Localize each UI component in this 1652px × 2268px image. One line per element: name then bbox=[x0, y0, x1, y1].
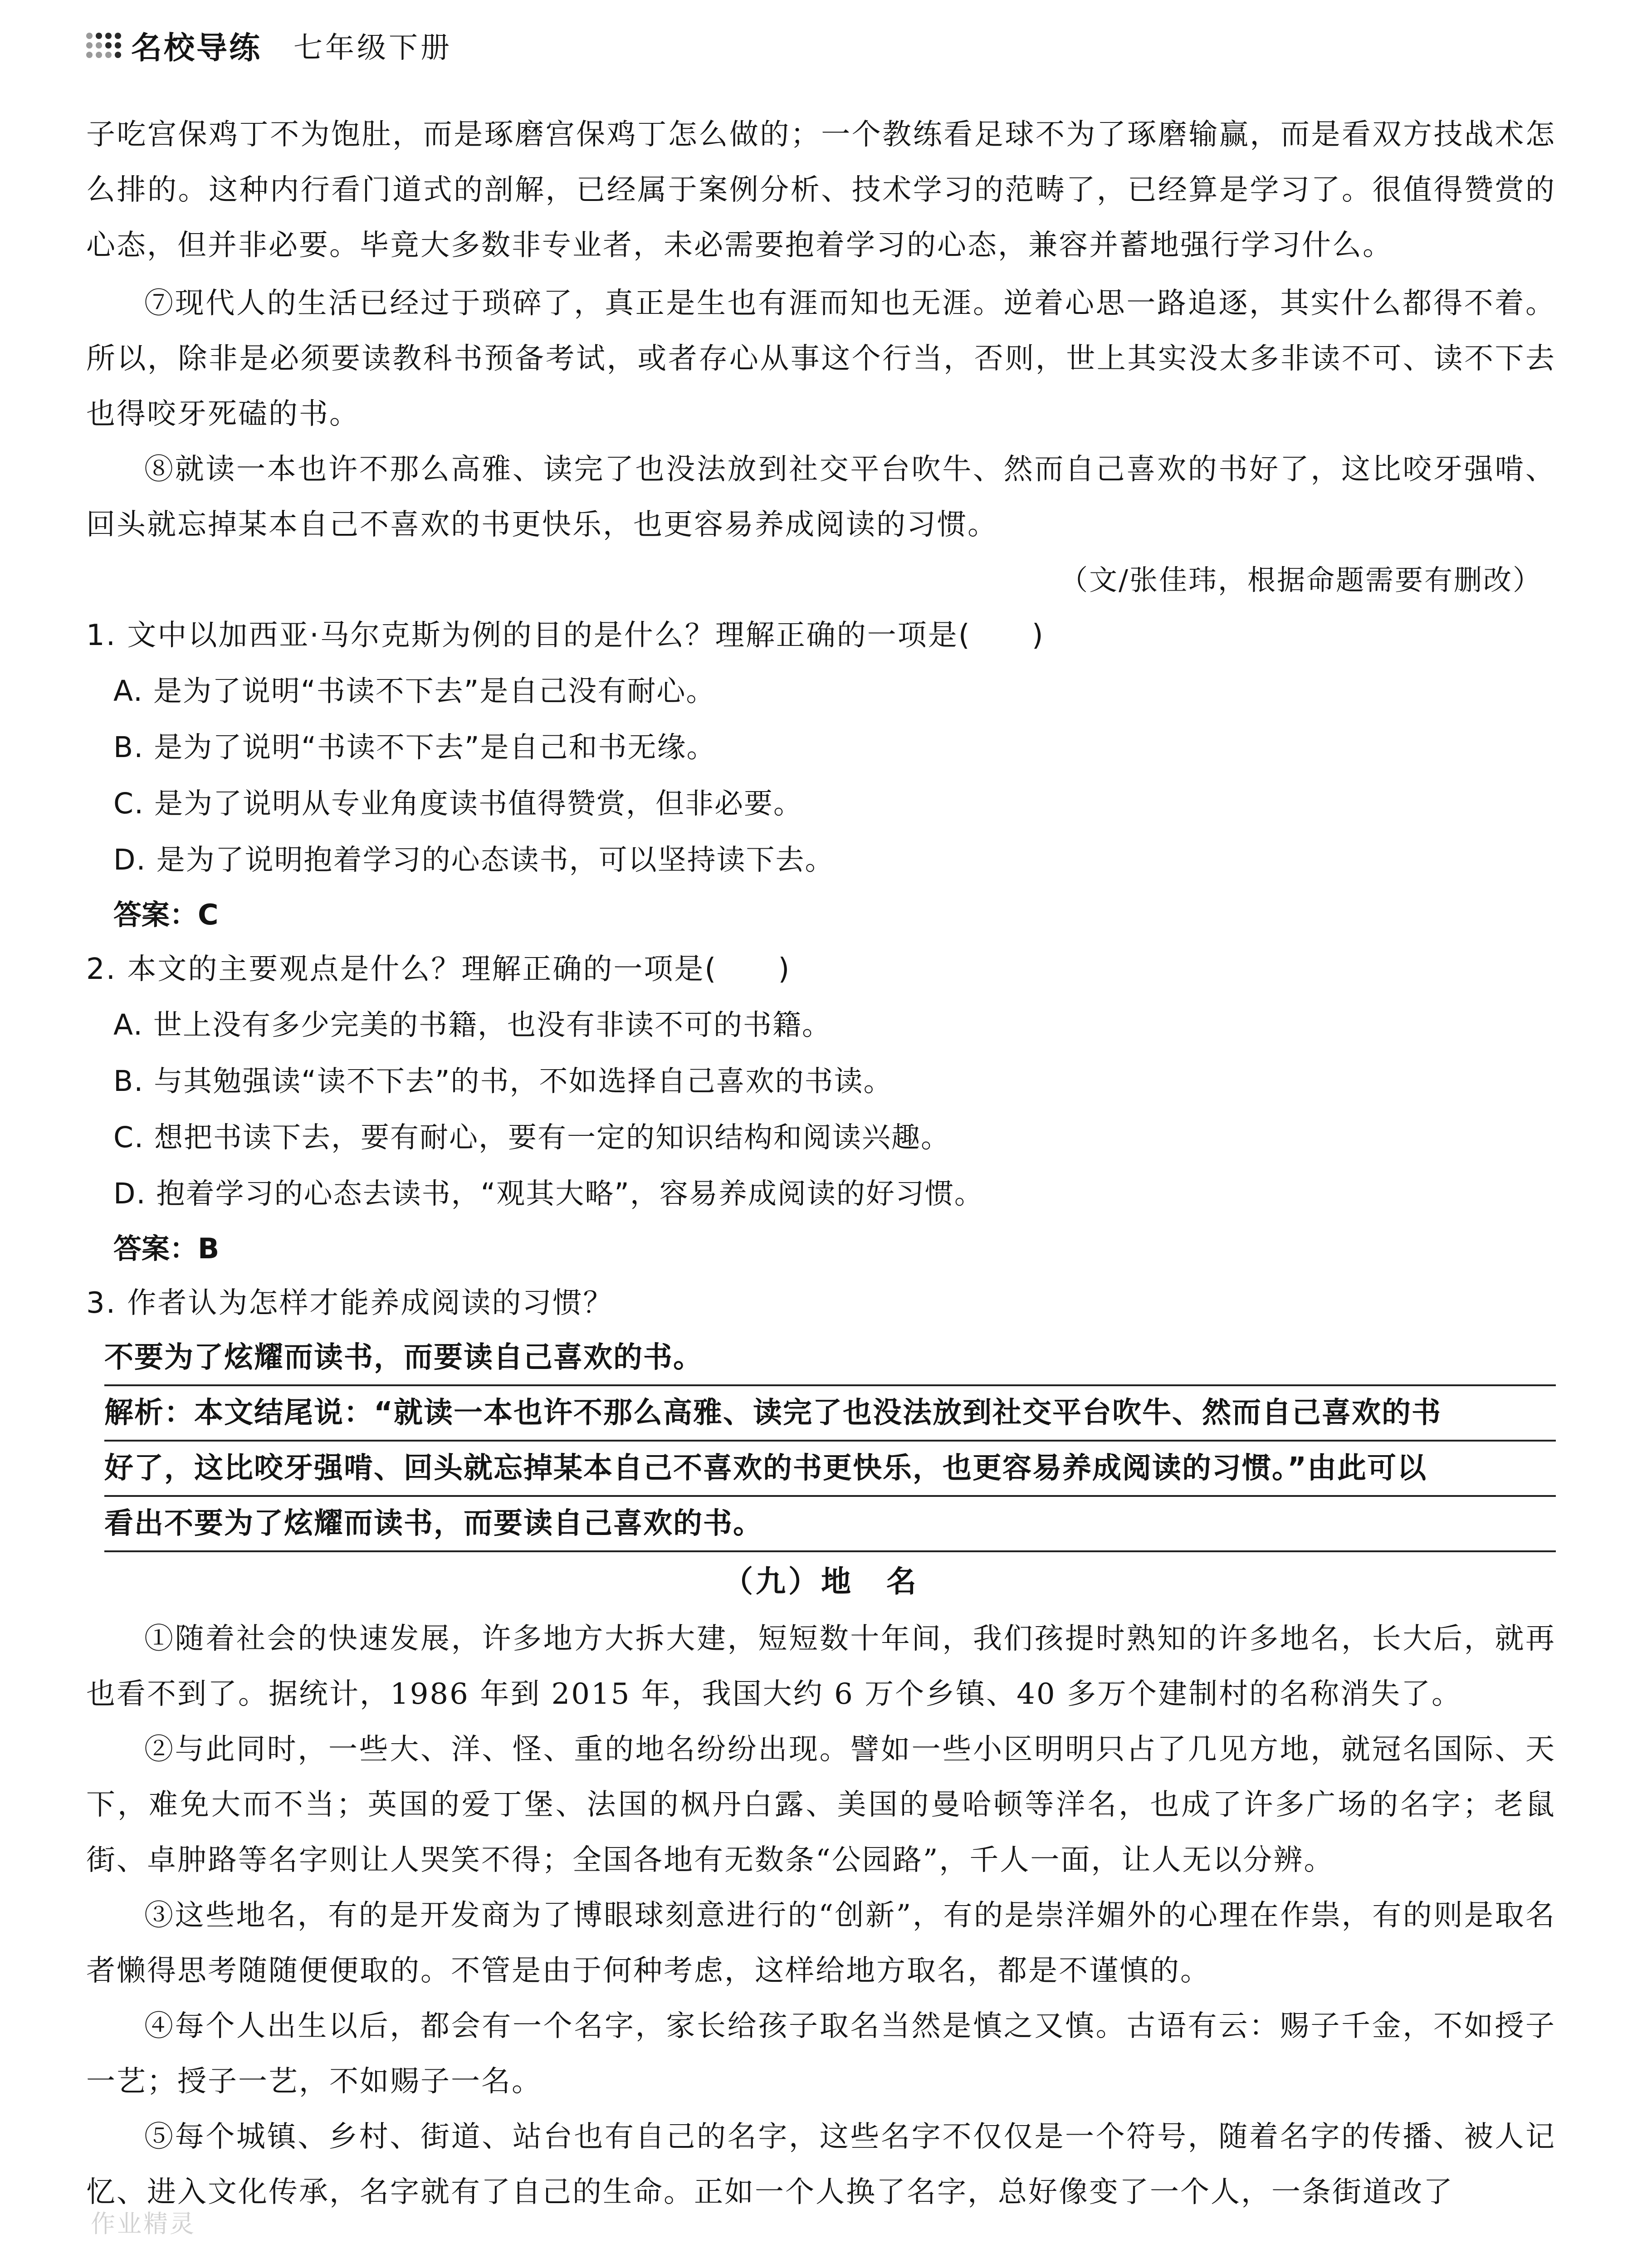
analysis-line-3: 看出不要为了炫耀而读书，而要读自己喜欢的书。 bbox=[104, 1497, 1556, 1552]
question-3 bbox=[86, 1276, 1556, 1552]
question-stem: 1. 文中以加西亚·马尔克斯为例的目的是什么？理解正确的一项是( ) bbox=[86, 619, 1045, 652]
passage-paragraph-7: ⑦现代人的生活已经过于琐碎了，真正是生也有涯而知也无涯。逆着心思一路追逐，其实什么都得不着。所以，除非是必须要读教科书预备考试，或者存心从事这个行当，否则，世上其实没太多非读不可、读不下去也得咬牙死磕的书。 bbox=[86, 287, 1556, 431]
series-brand: 名校导练 bbox=[131, 30, 262, 66]
section-title: （九）地 名 bbox=[723, 1564, 919, 1599]
question-2 bbox=[86, 942, 1556, 1276]
option-c: C. 是为了说明从专业角度读书值得赞赏，但非必要。 bbox=[113, 787, 803, 820]
page-header bbox=[86, 18, 452, 73]
section-paragraph-1: ①随着社会的快速发展，许多地方大拆大建，短短数十年间，我们孩提时熟知的许多地名，长大后，就再也看不到了。据统计，1986 年到 2015 年，我国大约 6 万个乡镇、40 多万个建制村的名称消失了。 bbox=[86, 1622, 1556, 1711]
option-b: B. 与其勉强读“读不下去”的书，不如选择自己喜欢的书读。 bbox=[113, 1065, 893, 1098]
passage-paragraph-8: ⑧就读一本也许不那么高雅、读完了也没法放到社交平台吹牛、然而自己喜欢的书好了，这比咬牙强啃、回头就忘掉某本自己不喜欢的书更快乐，也更容易养成阅读的习惯。 bbox=[86, 453, 1556, 542]
question-stem: 3. 作者认为怎样才能养成阅读的习惯？ bbox=[86, 1286, 614, 1320]
analysis-line-1: 解析：本文结尾说：“就读一本也许不那么高雅、读完了也没法放到社交平台吹牛、然而自己喜欢的书 bbox=[104, 1386, 1556, 1442]
option-b: B. 是为了说明“书读不下去”是自己和书无缘。 bbox=[113, 731, 716, 764]
section-paragraph-2: ②与此同时，一些大、洋、怪、重的地名纷纷出现。譬如一些小区明明只占了几见方地，就冠名国际、天下，难免大而不当；英国的爱丁堡、法国的枫丹白露、美国的曼哈顿等洋名，也成了许多广场的名字；老鼠街、卓肿路等名字则让人哭笑不得；全国各地有无数条“公园路”，千人一面，让人无以分辨。 bbox=[86, 1733, 1556, 1877]
page-content bbox=[86, 107, 1556, 2220]
section-paragraph-4: ④每个人出生以后，都会有一个名字，家长给孩子取名当然是慎之又慎。古语有云：赐子千金，不如授子一艺；授子一艺，不如赐子一名。 bbox=[86, 2009, 1556, 2098]
header-dots-icon bbox=[86, 33, 121, 58]
option-a: A. 是为了说明“书读不下去”是自己没有耐心。 bbox=[113, 675, 716, 708]
section-paragraph-3: ③这些地名，有的是开发商为了博眼球刻意进行的“创新”，有的是崇洋媚外的心理在作祟，有的则是取名者懒得思考随随便便取的。不管是由于何种考虑，这样给地方取名，都是不谨慎的。 bbox=[86, 1899, 1556, 1988]
option-d: D. 是为了说明抱着学习的心态读书，可以坚持读下去。 bbox=[113, 843, 835, 876]
written-answer-block bbox=[104, 1331, 1556, 1552]
grade-label: 七年级下册 bbox=[293, 31, 453, 65]
question-stem: 2. 本文的主要观点是什么？理解正确的一项是( ) bbox=[86, 953, 791, 986]
answer-label: 答案：C bbox=[113, 898, 219, 931]
watermark-logo: 作业精灵 bbox=[91, 2209, 196, 2238]
section-9 bbox=[86, 1552, 1556, 2220]
question-1 bbox=[86, 608, 1556, 942]
passage-source: （文/张佳玮，根据命题需要有删改） bbox=[1060, 563, 1542, 596]
answer-label: 答案：B bbox=[113, 1232, 220, 1265]
option-a: A. 世上没有多少完美的书籍，也没有非读不可的书籍。 bbox=[113, 1008, 832, 1041]
written-answer-line: 不要为了炫耀而读书，而要读自己喜欢的书。 bbox=[104, 1331, 1556, 1386]
section-paragraph-5: ⑤每个城镇、乡村、街道、站台也有自己的名字，这些名字不仅仅是一个符号，随着名字的传播、被人记忆、进入文化传承，名字就有了自己的生命。正如一个人换了名字，总好像变了一个人，一条街道改了 bbox=[86, 2120, 1556, 2209]
passage-continuation: 子吃宫保鸡丁不为饱肚，而是琢磨宫保鸡丁怎么做的；一个教练看足球不为了琢磨输赢，而是看双方技战术怎么排的。这种内行看门道式的剖解，已经属于案例分析、技术学习的范畴了，已经算是学习了。很值得赞赏的心态，但并非必要。毕竟大多数非专业者，未必需要抱着学习的心态，兼容并蓄地强行学习什么。 bbox=[86, 118, 1556, 262]
option-c: C. 想把书读下去，要有耐心，要有一定的知识结构和阅读兴趣。 bbox=[113, 1121, 951, 1154]
option-d: D. 抱着学习的心态去读书，“观其大略”，容易养成阅读的好习惯。 bbox=[113, 1177, 984, 1210]
analysis-line-2: 好了，这比咬牙强啃、回头就忘掉某本自己不喜欢的书更快乐，也更容易养成阅读的习惯。”由此可以 bbox=[104, 1442, 1556, 1497]
